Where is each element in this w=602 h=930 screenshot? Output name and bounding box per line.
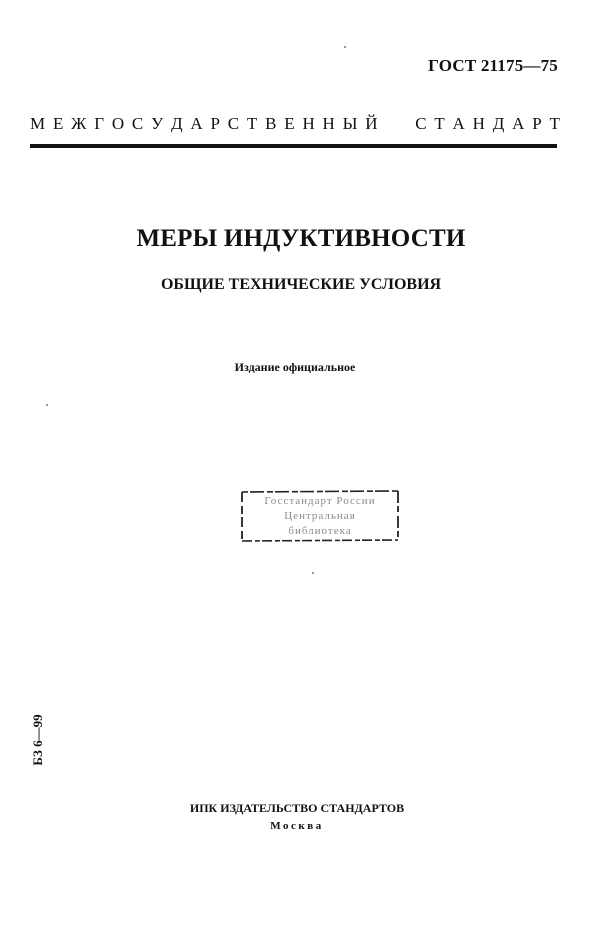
heading-letter: Т	[246, 114, 258, 133]
document-number: ГОСТ 21175—75	[428, 56, 558, 75]
heading-letter: М	[30, 114, 46, 133]
side-code: БЗ 6—99	[30, 714, 45, 766]
scan-speck	[344, 46, 346, 48]
heading-letter: Д	[170, 114, 183, 133]
stamp-line: библиотека	[288, 525, 352, 537]
heading-letter: А	[452, 114, 465, 133]
heading-letter: Д	[492, 114, 505, 133]
heading-letter: Н	[302, 114, 315, 133]
heading-letter: Т	[434, 114, 445, 133]
heading-letter: А	[512, 114, 525, 133]
heading-letter: Р	[210, 114, 220, 133]
document-title: МЕРЫ ИНДУКТИВНОСТИ	[136, 225, 466, 252]
heading-letter: У	[151, 114, 164, 133]
heading-letter: Г	[94, 114, 105, 133]
standard-type-heading	[30, 114, 560, 134]
stamp-line: Центральная	[284, 510, 356, 522]
publisher-city: Москва	[270, 820, 324, 832]
heading-letter: О	[111, 114, 125, 133]
heading-letter: Н	[472, 114, 485, 133]
stamp-line: Госстандарт России	[264, 495, 376, 507]
publisher-name: ИПК ИЗДАТЕЛЬСТВО СТАНДАРТОВ	[189, 801, 405, 815]
heading-letter: Ы	[342, 114, 358, 133]
heading-letter: Н	[322, 114, 335, 133]
edition-label: Издание официальное	[234, 360, 356, 374]
heading-letter: С	[131, 114, 144, 133]
scan-speck	[312, 572, 314, 574]
heading-letter: Й	[365, 114, 378, 133]
header-divider	[30, 144, 557, 148]
heading-letter: Т	[549, 114, 560, 133]
heading-letter: В	[265, 114, 277, 133]
document-subtitle: ОБЩИЕ ТЕХНИЧЕСКИЕ УСЛОВИЯ	[160, 276, 442, 293]
heading-letter: Е	[52, 114, 64, 133]
heading-letter: С	[415, 114, 427, 133]
word-gap	[385, 114, 407, 134]
library-stamp	[240, 489, 400, 543]
heading-letter: Ж	[71, 114, 87, 133]
scan-speck	[46, 404, 48, 406]
heading-letter: Е	[284, 114, 295, 133]
heading-letter: А	[190, 114, 203, 133]
heading-letter: С	[227, 114, 240, 133]
heading-letter: Р	[532, 114, 542, 133]
